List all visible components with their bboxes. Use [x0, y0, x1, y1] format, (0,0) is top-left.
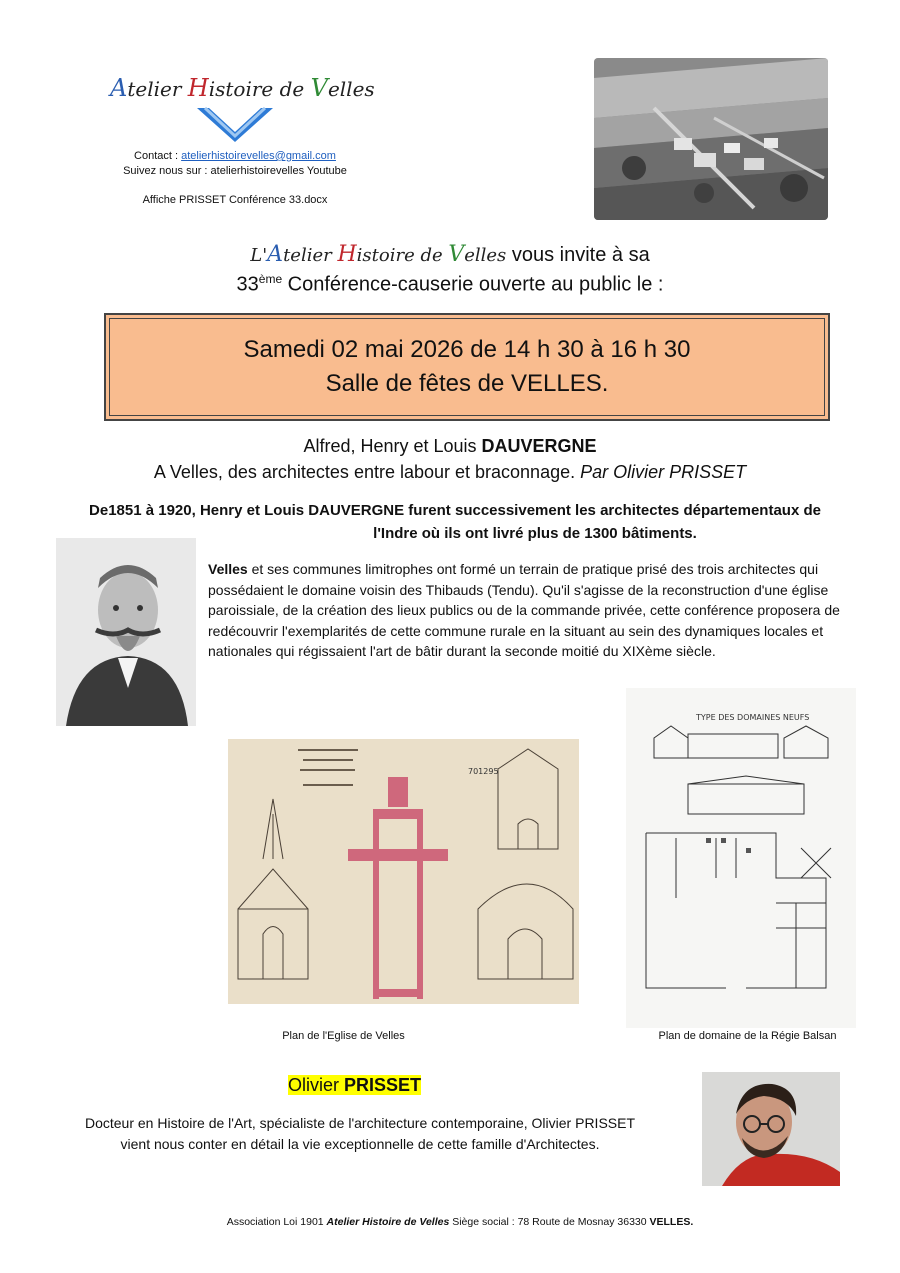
logo-book-icon: [195, 106, 275, 146]
document-filename: Affiche PRISSET Conférence 33.docx: [142, 194, 328, 206]
date-line: Samedi 02 mai 2026 de 14 h 30 à 16 h 30: [243, 336, 691, 363]
intro-bold-line2: l'Indre où ils ont livré plus de 1300 bâtiments.: [373, 525, 697, 542]
church-plan-image: [228, 739, 579, 1004]
invitation-line: L'Atelier Histoire de Velles vous invite à sa: [250, 242, 650, 267]
speaker-photo: [702, 1072, 840, 1186]
venue-line: Salle de fêtes de VELLES.: [325, 370, 609, 397]
follow-line: Suivez nous sur : atelierhistoirevelles Youtube: [123, 165, 347, 177]
date-box: [104, 313, 830, 421]
logo-wordmark: Atelier Histoire de Velles: [110, 74, 375, 102]
body-paragraph: Velles et ses communes limitrophes ont formé un terrain de pratique prisé des trois architectes qui possédaient le domaine voisin des Thibauds (Tendu). Qu'il s'agisse de la reconstruction d'une église paroissiale, de la création des lieux publics ou de la commande privée, cette conférence proposera de redécouvrir l'exemplarités de cette commune rurale en la situant au sein des dynamiques locales et nationales qui régissaient l'art de bâtir durant la seconde moitié du XIXème siècle.: [208, 561, 840, 659]
talk-title-names: Alfred, Henry et Louis DAUVERGNE: [303, 436, 597, 456]
contact-line: Contact : atelierhistoirevelles@gmail.com: [134, 150, 336, 162]
intro-bold-line1: De1851 à 1920, Henry et Louis DAUVERGNE furent successivement les architectes départementaux de: [89, 502, 821, 519]
domain-plan-title: TYPE DES DOMAINES NEUFS: [696, 713, 810, 722]
aerial-photo-velles: [594, 58, 828, 220]
church-plan-reference: 701295: [468, 767, 499, 776]
speaker-name: Olivier PRISSET: [288, 1075, 422, 1095]
talk-subtitle: A Velles, des architectes entre labour et braconnage. Par Olivier PRISSET: [153, 462, 747, 482]
speaker-bio-line2: vient nous conter en détail la vie exceptionnelle de cette famille d'Architectes.: [120, 1136, 600, 1152]
contact-email-link[interactable]: atelierhistoirevelles@gmail.com: [181, 150, 336, 162]
footer: Association Loi 1901 Atelier Histoire de Velles Siège social : 78 Route de Mosnay 36330 VELLES.: [226, 1216, 694, 1228]
domain-plan-image: [626, 688, 856, 1028]
speaker-bio-line1: Docteur en Histoire de l'Art, spécialiste de l'architecture contemporaine, Olivier PRISSET: [84, 1115, 636, 1131]
church-plan-caption: Plan de l'Eglise de Velles: [282, 1030, 405, 1042]
dauvergne-portrait: [56, 538, 196, 726]
domain-plan-caption: Plan de domaine de la Régie Balsan: [658, 1030, 837, 1042]
conference-number-line: 33ème Conférence-causerie ouverte au public le :: [236, 272, 664, 296]
